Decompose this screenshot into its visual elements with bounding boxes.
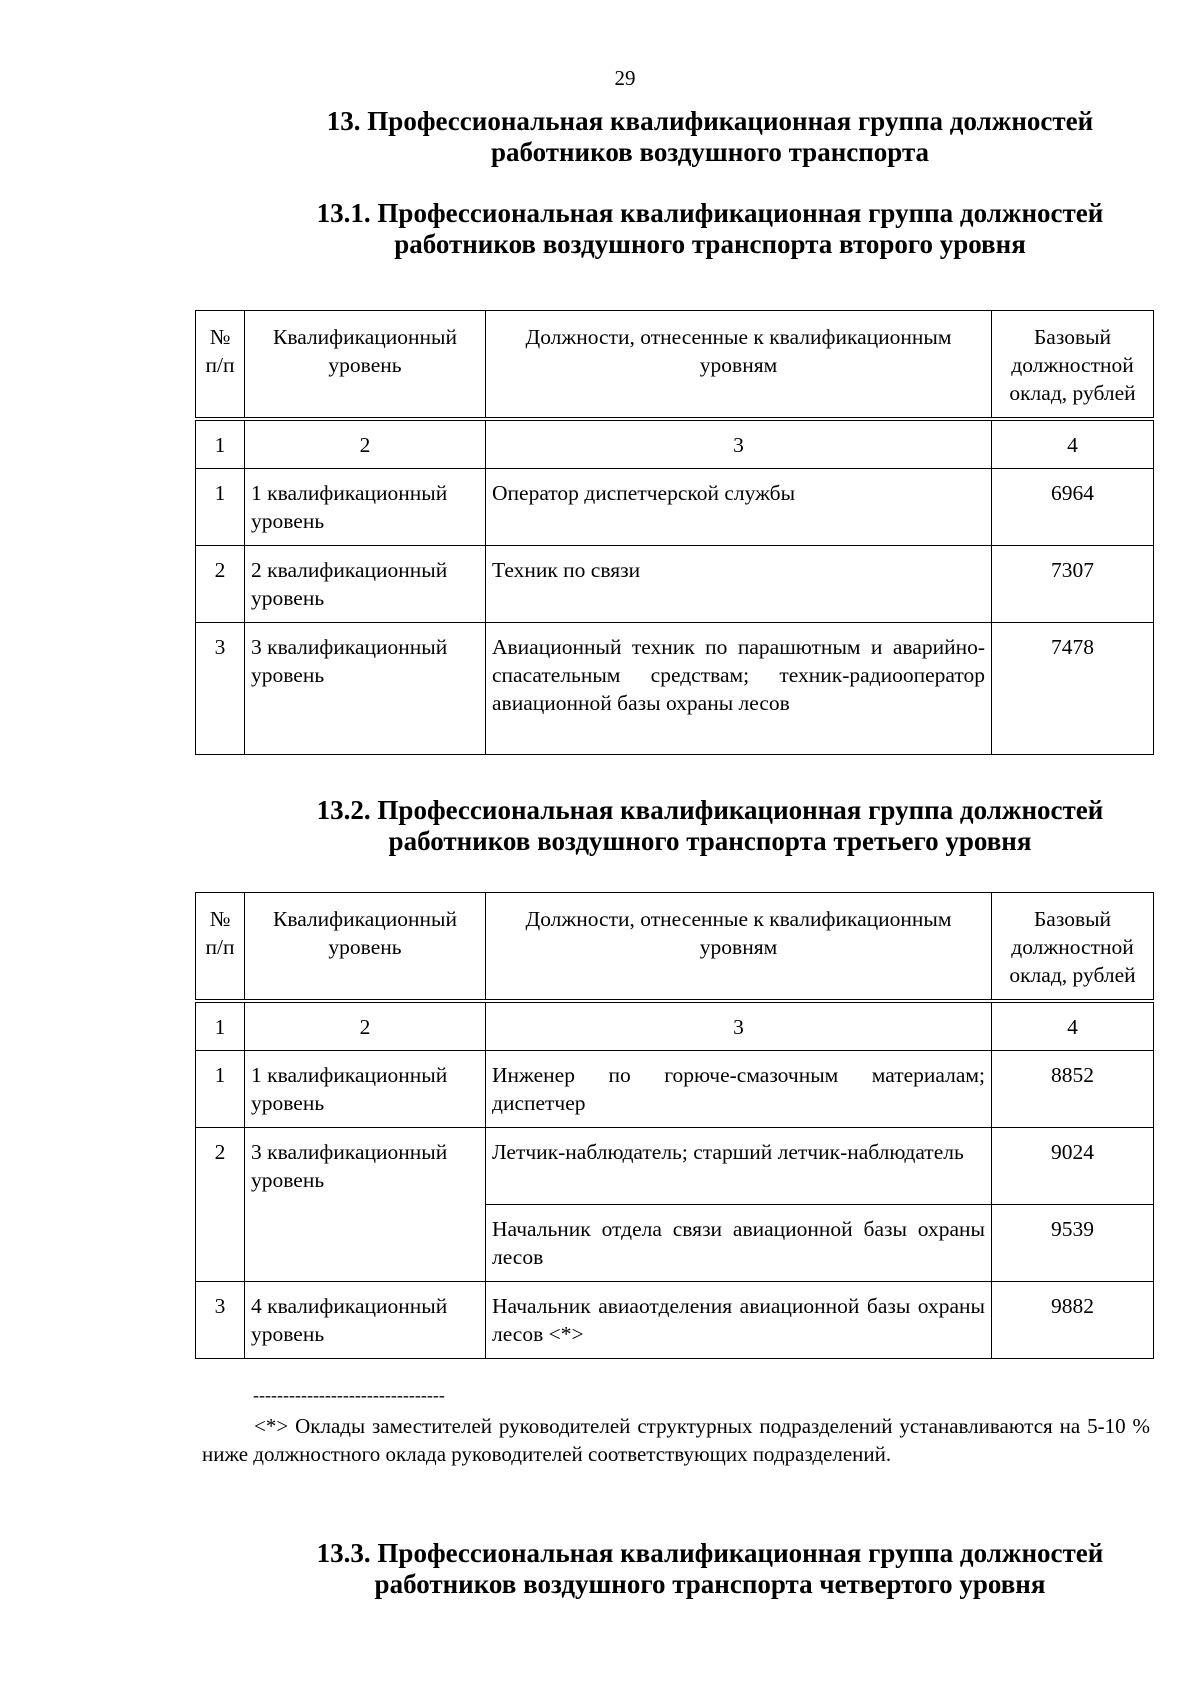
table-row: [196, 546, 1154, 623]
header-num: № п/п: [196, 311, 245, 418]
section-13-2-heading: [180, 795, 1200, 857]
header-num: № п/п: [196, 893, 245, 1000]
row-position: Летчик-наблюдатель; старший летчик-наблюдатель: [486, 1128, 992, 1205]
footnote-text: <*> Оклады заместителей руководителей структурных подразделений устанавливаются на 5-10 % ниже должностного оклада руководителей соответствующих подразделений.: [202, 1414, 1150, 1466]
row-num: 2: [196, 546, 245, 623]
section-13-2-heading-line2: работников воздушного транспорта третьего уровня: [388, 826, 1032, 856]
qualification-table-2nd-level: [195, 310, 1154, 755]
row-salary: 7307: [992, 546, 1154, 623]
column-number-row: [196, 421, 1154, 469]
row-level: 3 квалификационный уровень: [245, 1128, 486, 1282]
row-num: 2: [196, 1128, 245, 1282]
section-13-1-heading: [180, 198, 1200, 260]
table-row: [196, 623, 1154, 755]
row-salary: 6964: [992, 469, 1154, 546]
header-level: Квалификационный уровень: [245, 311, 486, 418]
column-number: 4: [992, 421, 1154, 469]
header-salary: Базовый должностной оклад, рублей: [992, 893, 1154, 1000]
row-position: Инженер по горюче-смазочным материалам; диспетчер: [486, 1051, 992, 1128]
table-row: [196, 469, 1154, 546]
footnote-separator: --------------------------------: [253, 1385, 445, 1405]
table-row: [196, 1282, 1154, 1359]
column-number-row: [196, 1003, 1154, 1051]
row-salary: 8852: [992, 1051, 1154, 1128]
row-level: 4 квалификационный уровень: [245, 1282, 486, 1359]
table-header-row: [196, 311, 1154, 418]
table-row: [196, 1051, 1154, 1128]
column-number: 1: [196, 421, 245, 469]
row-salary: 9024: [992, 1128, 1154, 1205]
section-13-3-heading-line1: 13.3. Профессиональная квалификационная группа должностей: [316, 1538, 1104, 1568]
row-num: 3: [196, 623, 245, 755]
row-position: Авиационный техник по парашютным и аварийно-спасательным средствам; техник-радиооператор авиационной базы охраны лесов: [486, 623, 992, 755]
section-13-heading: [180, 106, 1200, 168]
row-num: 1: [196, 469, 245, 546]
column-number: 4: [992, 1003, 1154, 1051]
section-13-1-heading-line2: работников воздушного транспорта второго уровня: [394, 229, 1026, 259]
row-salary: 9539: [992, 1205, 1154, 1282]
column-number: 3: [486, 421, 992, 469]
section-13-heading-line1: 13. Профессиональная квалификационная группа должностей: [326, 106, 1094, 136]
section-13-3-heading: [180, 1538, 1200, 1600]
column-number: 1: [196, 1003, 245, 1051]
row-position: Начальник авиаотделения авиационной базы охраны лесов <*>: [486, 1282, 992, 1359]
header-positions: Должности, отнесенные к квалификационным уровням: [486, 311, 992, 418]
qualification-table-3rd-level: [195, 892, 1154, 1359]
column-number: 2: [245, 1003, 486, 1051]
section-13-heading-line2: работников воздушного транспорта: [490, 137, 930, 167]
page-number: 29: [614, 66, 636, 90]
header-level: Квалификационный уровень: [245, 893, 486, 1000]
row-level: 1 квалификационный уровень: [245, 469, 486, 546]
column-number: 2: [245, 421, 486, 469]
table-row: [196, 1128, 1154, 1205]
row-num: 3: [196, 1282, 245, 1359]
table-header-row: [196, 893, 1154, 1000]
section-13-1-heading-line1: 13.1. Профессиональная квалификационная группа должностей: [316, 198, 1104, 228]
row-position: Начальник отдела связи авиационной базы охраны лесов: [486, 1205, 992, 1282]
header-salary: Базовый должностной оклад, рублей: [992, 311, 1154, 418]
row-position: Техник по связи: [486, 546, 992, 623]
row-level: 2 квалификационный уровень: [245, 546, 486, 623]
row-num: 1: [196, 1051, 245, 1128]
header-positions: Должности, отнесенные к квалификационным уровням: [486, 893, 992, 1000]
row-position: Оператор диспетчерской службы: [486, 469, 992, 546]
section-13-3-heading-line2: работников воздушного транспорта четвертого уровня: [374, 1569, 1046, 1599]
column-number: 3: [486, 1003, 992, 1051]
row-salary: 7478: [992, 623, 1154, 755]
section-13-2-heading-line1: 13.2. Профессиональная квалификационная группа должностей: [316, 795, 1104, 825]
row-level: 3 квалификационный уровень: [245, 623, 486, 755]
row-level: 1 квалификационный уровень: [245, 1051, 486, 1128]
row-salary: 9882: [992, 1282, 1154, 1359]
